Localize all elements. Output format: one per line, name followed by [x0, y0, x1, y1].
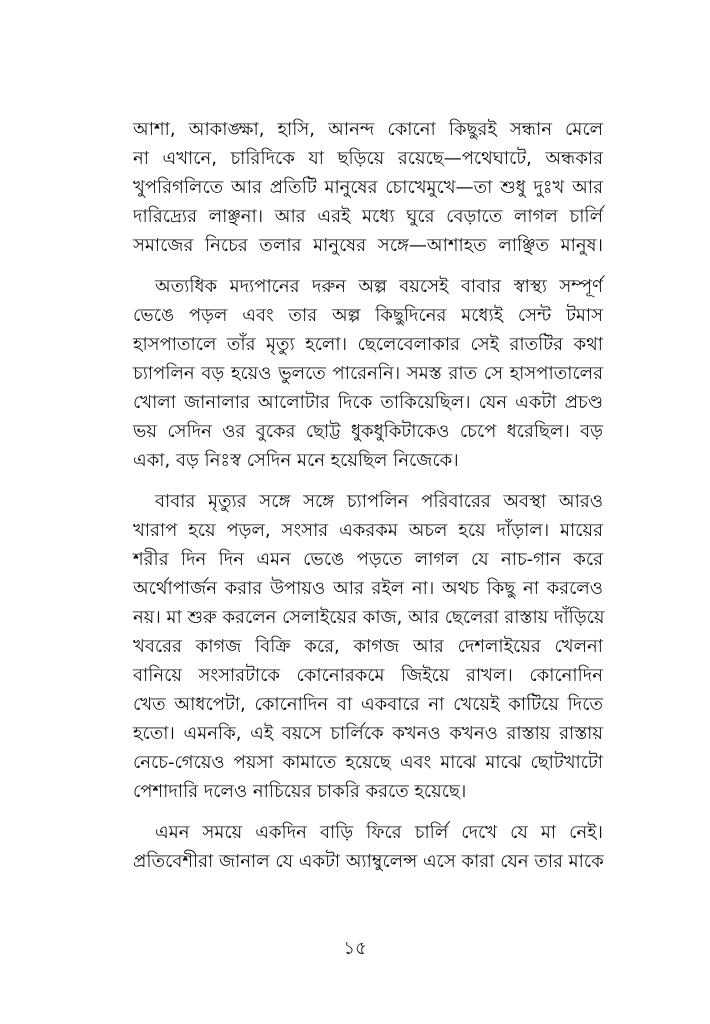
text-line: দারিদ্র্যের লাঞ্ছনা। আর এরই মধ্যে ঘুরে বেড়াতে লাগল চার্লি: [133, 206, 603, 227]
text-line: নয়। মা শুরু করলেন সেলাইয়ের কাজ, আর ছেলেরা রাস্তায় দাঁড়িয়ে: [133, 607, 605, 628]
paragraph-1: [133, 115, 603, 260]
text-line: বানিয়ে সংসারটাকে কোনোরকমে জিইয়ে রাখল। কোনোদিন: [133, 665, 603, 686]
text-line: ভয় সেদিন ওর বুকের ছোট্ট ধুকধুকিটাকেও চেপে ধরেছিল। বড়: [133, 421, 603, 442]
text-line: হতো। এমনকি, এই বয়সে চার্লিকে কখনও কখনও রাস্তায় রাস্তায়: [133, 723, 603, 744]
text-line: খুপরিগলিতে আর প্রতিটি মানুষের চোখেমুখে—তা শুধু দুঃখ আর: [133, 177, 603, 198]
text-line: অত্যধিক মদ্যপানের দরুন অল্প বয়সেই বাবার স্বাস্থ্য সম্পূর্ণ: [155, 276, 603, 297]
page-number: ১৫: [343, 938, 367, 959]
paragraph-4: [133, 818, 603, 876]
text-line: খারাপ হয়ে পড়ল, সংসার একরকম অচল হয়ে দাঁড়াল। মায়ের: [133, 520, 603, 541]
text-line: এমন সময়ে একদিন বাড়ি ফিরে চার্লি দেখে যে মা নেই।: [155, 822, 603, 843]
text-line: চ্যাপলিন বড় হয়েও ভুলতে পারেননি। সমস্ত রাত সে হাসপাতালের: [133, 363, 603, 384]
text-line: খোলা জানালার আলোটার দিকে তাকিয়েছিল। যেন একটা প্রচণ্ড: [133, 392, 603, 413]
text-line: আশা, আকাঙ্ক্ষা, হাসি, আনন্দ কোনো কিছুরই সন্ধান মেলে: [133, 119, 603, 140]
text-line: শরীর দিন দিন এমন ভেঙে পড়তে লাগল যে নাচ-গান করে: [133, 549, 603, 570]
body-text: [133, 115, 603, 888]
text-line: সমাজের নিচের তলার মানুষের সঙ্গে—আশাহত লাঞ্ছিত মানুষ।: [133, 235, 603, 256]
text-line: অর্থোপার্জন করার উপায়ও আর রইল না। অথচ কিছু না করলেও: [133, 578, 603, 599]
paragraph-3: [133, 487, 603, 806]
text-line: হাসপাতালে তাঁর মৃত্যু হলো। ছেলেবেলাকার সেই রাতটির কথা: [133, 334, 603, 355]
text-line: প্রতিবেশীরা জানাল যে একটা অ্যাম্বুলেন্স এসে কারা যেন তার মাকে: [133, 851, 604, 872]
text-line: খেত আধপেটা, কোনোদিন বা একবারে না খেয়েই কাটিয়ে দিতে: [133, 694, 603, 715]
text-line: না এখানে, চারিদিকে যা ছড়িয়ে রয়েছে—পথেঘাটে, অন্ধকার: [133, 148, 603, 169]
text-line: ভেঙে পড়ল এবং তার অল্প কিছুদিনের মধ্যেই সেন্ট টমাস: [133, 305, 603, 326]
text-line: খবরের কাগজ বিক্রি করে, কাগজ আর দেশলাইয়ের খেলনা: [133, 636, 603, 657]
text-line: একা, বড় নিঃস্ব সেদিন মনে হয়েছিল নিজেকে।: [133, 450, 459, 471]
text-line: বাবার মৃত্যুর সঙ্গে সঙ্গে চ্যাপলিন পরিবারের অবস্থা আরও: [155, 491, 603, 512]
text-line: পেশাদারি দলেও নাচিয়ের চাকরি করতে হয়েছে।: [133, 781, 467, 802]
paragraph-2: [133, 272, 603, 475]
text-line: নেচে-গেয়েও পয়সা কামাতে হয়েছে এবং মাঝে মাঝে ছোটখাটো: [133, 752, 603, 773]
